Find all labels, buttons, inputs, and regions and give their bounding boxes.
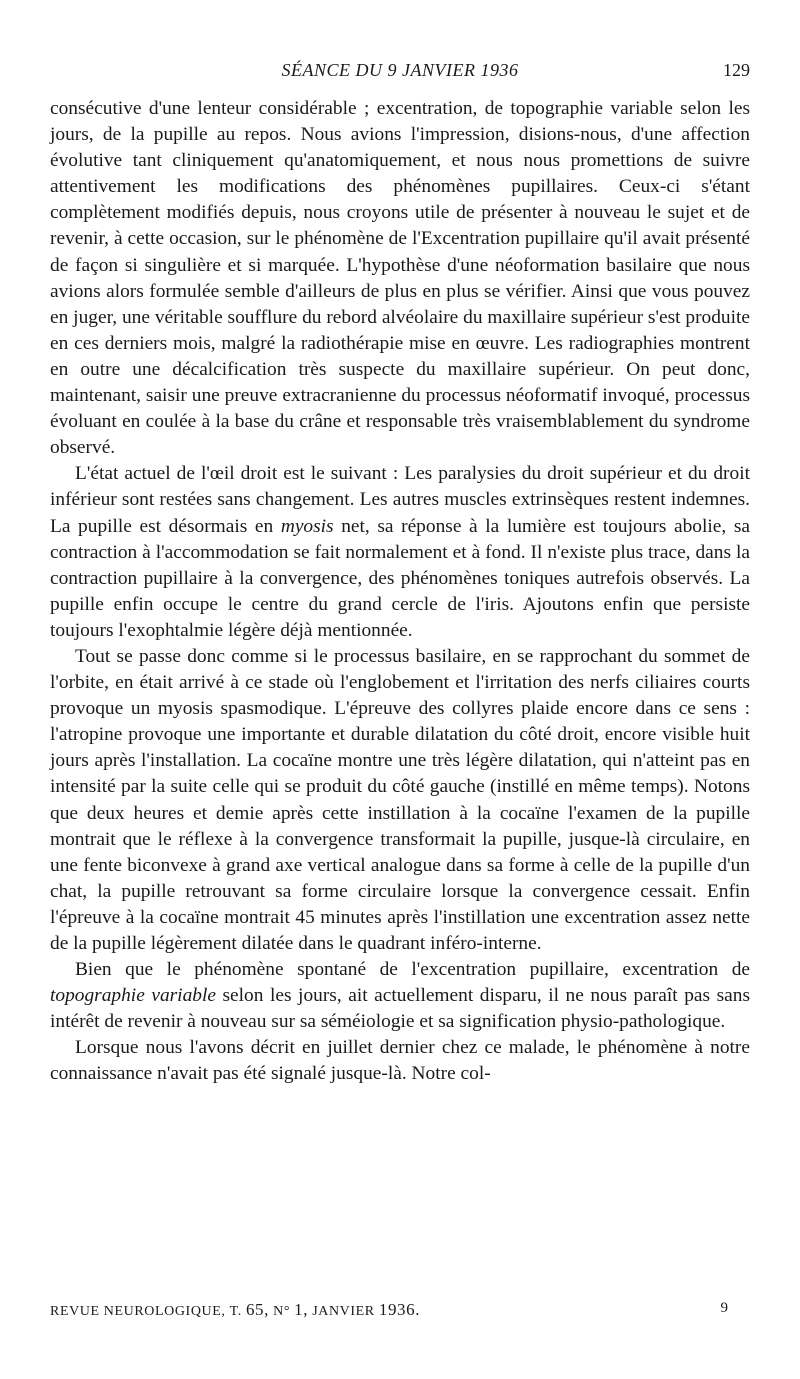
text-run: Bien que le phénomène spontané de l'excentration pupillaire, excentration de (75, 959, 750, 981)
paragraph (50, 644, 750, 957)
running-title: SÉANCE DU 9 JANVIER 1936 (281, 60, 519, 80)
paragraph (50, 461, 750, 644)
paragraph (50, 957, 750, 1035)
page-footer (50, 1300, 750, 1324)
numero-prefix: N° (273, 1304, 291, 1319)
text-run: selon les jours, ait actuellement disparu, il ne nous paraît pas sans intérêt de revenir à nouveau sur sa séméiologie et sa signification physio-pathologique. (50, 985, 751, 1033)
running-head (50, 60, 750, 84)
paragraph (50, 1035, 750, 1087)
italic-text-run: topographie variable (50, 985, 216, 1007)
numero-value: 1, (294, 1300, 309, 1319)
tome-number: 65, (245, 1300, 269, 1319)
tome-prefix: T. (229, 1304, 242, 1319)
body-text (50, 96, 750, 1088)
signature-mark: 9 (720, 1300, 728, 1316)
issue-year: 1936. (378, 1300, 421, 1319)
text-run: Lorsque nous l'avons décrit en juillet dernier chez ce malade, le phénomène à notre connaissance n'avait pas été signalé jusque-là. Notre col- (50, 1037, 750, 1085)
page-number: 129 (723, 60, 750, 80)
issue-month: JANVIER (312, 1304, 375, 1319)
journal-name: REVUE NEUROLOGIQUE, (50, 1304, 226, 1319)
text-run: consécutive d'une lenteur considérable ; excentration, de topographie variable selon les jours, de la pupille au repos. Nous avions l'impression, disions-nous, d'une affection évolutive tant cliniquement qu'anatomiquement, et nous nous promettions de suivre attentivement les modifications des phénomènes pupillaires. Ceux-ci s'étant complètement modifiés depuis, nous croyons utile de présenter à nouveau le sujet et de revenir, à cette occasion, sur le phénomène de l'Excentration pupillaire qu'il avait présenté de façon si singulière et si marquée. L'hypothèse d'une néoformation basilaire que nous avions alors formulée semble d'ailleurs de plus en plus se vérifier. Ainsi que vous pouvez en juger, une véritable soufflure du rebord alvéolaire du maxillaire supérieur s'est produite en ces derniers mois, malgré la radiothérapie mise en œuvre. Les radiographies montrent en outre une décalcification très suspecte du maxillaire supérieur. On peut donc, maintenant, saisir une preuve extracranienne du processus néoformatif invoqué, processus évoluant en coulée à la base du crâne et responsable très vraisemblablement du syndrome observé. (50, 98, 750, 459)
text-run: net, sa réponse à la lumière est toujours abolie, sa contraction à l'accommodation se fait normalement et à fond. Il n'existe plus trace, dans la contraction pupillaire à la convergence, des phénomènes toniques autrefois observés. La pupille enfin occupe le centre du grand cercle de l'iris. Ajoutons enfin que persiste toujours l'exophtalmie légère déjà mentionnée. (50, 515, 750, 641)
italic-text-run: myosis (280, 515, 334, 537)
journal-citation (50, 1300, 420, 1320)
text-run: Tout se passe donc comme si le processus basilaire, en se rapprochant du sommet de l'orbite, en était arrivé à ce stade où l'englobement et l'irritation des nerfs ciliaires courts provoque un myosis spasmodique. L'épreuve des collyres plaide encore dans ce sens : l'atropine provoque une importante et durable dilatation du côté droit, encore visible huit jours après l'installation. La cocaïne montre une très légère dilatation, qui n'atteint pas en intensité par la suite celle qui se produit du côté gauche (instillé en même temps). Notons que deux heures et demie après cette instillation à la cocaïne l'examen de la pupille montrait que le réflexe à la convergence transformait la pupille, jusque-là circulaire, en une fente biconvexe à grand axe vertical analogue dans sa forme à celle de la pupille d'un chat, la pupille retrouvant sa forme circulaire lorsque la convergence cessait. Enfin l'épreuve à la cocaïne montrait 45 minutes après l'instillation une excentration assez nette de la pupille légèrement dilatée dans le quadrant inféro-interne. (50, 645, 750, 954)
paragraph (50, 96, 750, 461)
text-run: L'état actuel de l'œil droit est le suivant : Les paralysies du droit supérieur et du droit inférieur sont restées sans changement. Les autres muscles extrinsèques restent indemnes. La pupille est désormais en (50, 463, 750, 537)
